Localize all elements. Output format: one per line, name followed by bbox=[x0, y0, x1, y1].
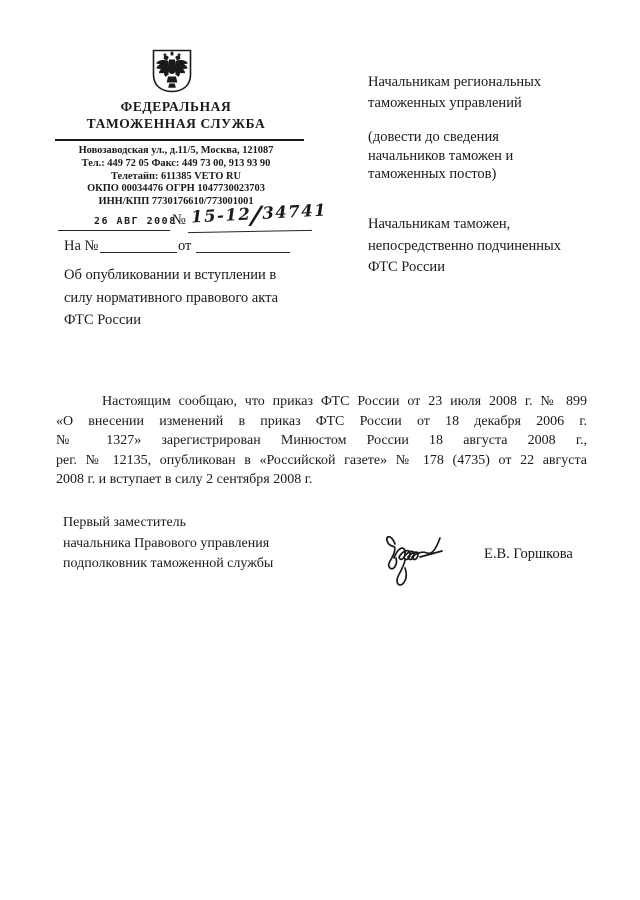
date-stamp: 26 АВГ 2008 bbox=[94, 216, 177, 227]
number-underline bbox=[188, 230, 312, 233]
recipient-note-line: (довести до сведения bbox=[368, 129, 499, 145]
address-line: Новозаводская ул., д.11/5, Москва, 121087 bbox=[78, 145, 274, 156]
signer-role-block bbox=[63, 513, 343, 575]
subject-block bbox=[64, 264, 334, 332]
number-label: № bbox=[172, 212, 186, 228]
recipient-line: ФТС России bbox=[368, 259, 445, 275]
outgoing-number-suffix: 34741 bbox=[261, 200, 328, 223]
recipient-primary bbox=[368, 72, 618, 114]
incoming-date-blank bbox=[196, 252, 290, 253]
org-name-line2: ТАМОЖЕННАЯ СЛУЖБА bbox=[86, 116, 266, 131]
body-line: 2008 г. и вступает в силу 2 сентября 2008 г. bbox=[56, 472, 313, 488]
outgoing-number-prefix: 15-12 bbox=[190, 204, 252, 227]
recipient-line: Начальникам региональных bbox=[368, 74, 542, 90]
coat-of-arms-icon bbox=[150, 47, 194, 95]
org-name bbox=[40, 98, 312, 132]
signer-role-line: Первый заместитель bbox=[63, 515, 187, 530]
body-paragraph bbox=[56, 394, 587, 492]
signer-role-line: начальника Правового управления bbox=[63, 535, 270, 551]
incoming-number-label: На № bbox=[64, 238, 99, 254]
recipient-note bbox=[368, 128, 618, 184]
recipient-line: таможенных управлений bbox=[368, 95, 522, 111]
address-line: ОКПО 00034476 ОГРН 1047730023703 bbox=[87, 183, 265, 195]
body-line: № 1327» зарегистрирован Минюстом России 18 августа 2008 г., bbox=[56, 433, 587, 449]
org-name-line1: ФЕДЕРАЛЬНАЯ bbox=[120, 99, 232, 114]
outgoing-number-slash: / bbox=[250, 200, 264, 232]
subject-line: Об опубликовании и вступлении в bbox=[64, 267, 277, 283]
subject-line: ФТС России bbox=[64, 312, 141, 328]
signer-role-line: подполковник таможенной службы bbox=[63, 556, 274, 571]
body-line: рег. № 12135, опубликован в «Российской газете» № 178 (4735) от 22 августа bbox=[56, 452, 587, 468]
address-line: ИНН/КПП 7730176610/773001001 bbox=[98, 196, 254, 208]
letterhead-address bbox=[40, 145, 312, 209]
recipient-note-line: таможенных постов) bbox=[368, 166, 497, 182]
recipient-line: Начальникам таможен, bbox=[368, 216, 511, 232]
recipient-line: непосредственно подчиненных bbox=[368, 237, 561, 254]
signature-icon bbox=[382, 527, 468, 591]
address-line: Тел.: 449 72 05 Факс: 449 73 00, 913 93 90 bbox=[81, 157, 271, 169]
letterhead-divider bbox=[55, 139, 304, 141]
signer-name: Е.В. Горшкова bbox=[484, 546, 573, 562]
body-line: «О внесении изменений в приказ ФТС России от 18 декабря 2006 г. bbox=[56, 413, 587, 429]
incoming-date-label: от bbox=[178, 238, 192, 254]
subject-line: силу нормативного правового акта bbox=[64, 289, 279, 306]
recipient-secondary bbox=[368, 214, 628, 279]
body-line: Настоящим сообщаю, что приказ ФТС России от 23 июля 2008 г. № 899 bbox=[102, 394, 587, 409]
incoming-number-blank bbox=[100, 252, 177, 253]
date-underline bbox=[58, 230, 170, 231]
address-line: Телетайп: 611385 VETO RU bbox=[110, 170, 242, 182]
recipient-note-line: начальников таможен и bbox=[368, 147, 514, 164]
